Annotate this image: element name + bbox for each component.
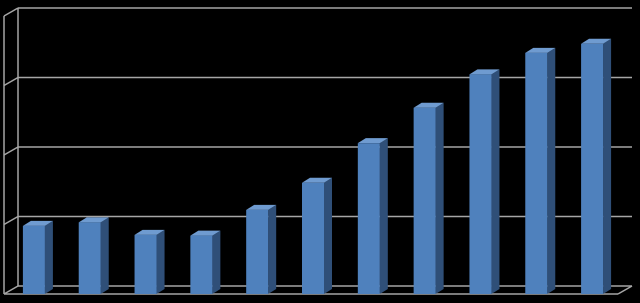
bar (358, 138, 388, 294)
bar-side (547, 48, 555, 294)
bar-side (491, 69, 499, 294)
bar-side (324, 178, 332, 294)
bar (23, 221, 53, 294)
bar-front (79, 222, 101, 294)
bar-front (414, 108, 436, 294)
bar (581, 39, 611, 294)
bar-side (45, 221, 53, 294)
bar-side (268, 205, 276, 294)
bar (79, 217, 109, 294)
bar-front (469, 74, 491, 294)
gridline-depth (4, 286, 18, 294)
bar-front (358, 143, 380, 294)
bar (190, 231, 220, 294)
bar (469, 69, 499, 294)
bar (135, 230, 165, 294)
bar-side (436, 103, 444, 294)
bar-side (212, 231, 220, 294)
bar (246, 205, 276, 294)
bar-side (101, 217, 109, 294)
bar-front (581, 44, 603, 294)
bar-front (190, 236, 212, 294)
bar-side (603, 39, 611, 294)
bar (302, 178, 332, 294)
bar-front (246, 210, 268, 294)
gridline-depth (4, 8, 18, 16)
gridline-depth (4, 78, 18, 86)
bar-front (23, 226, 45, 294)
bar-front (525, 53, 547, 294)
bar (414, 103, 444, 294)
floor-depth-right (618, 286, 632, 294)
bar-front (135, 235, 157, 294)
bar (525, 48, 555, 294)
gridline-depth (4, 147, 18, 155)
bar-side (380, 138, 388, 294)
gridline-depth (4, 217, 18, 225)
bar-side (157, 230, 165, 294)
bar-front (302, 183, 324, 294)
